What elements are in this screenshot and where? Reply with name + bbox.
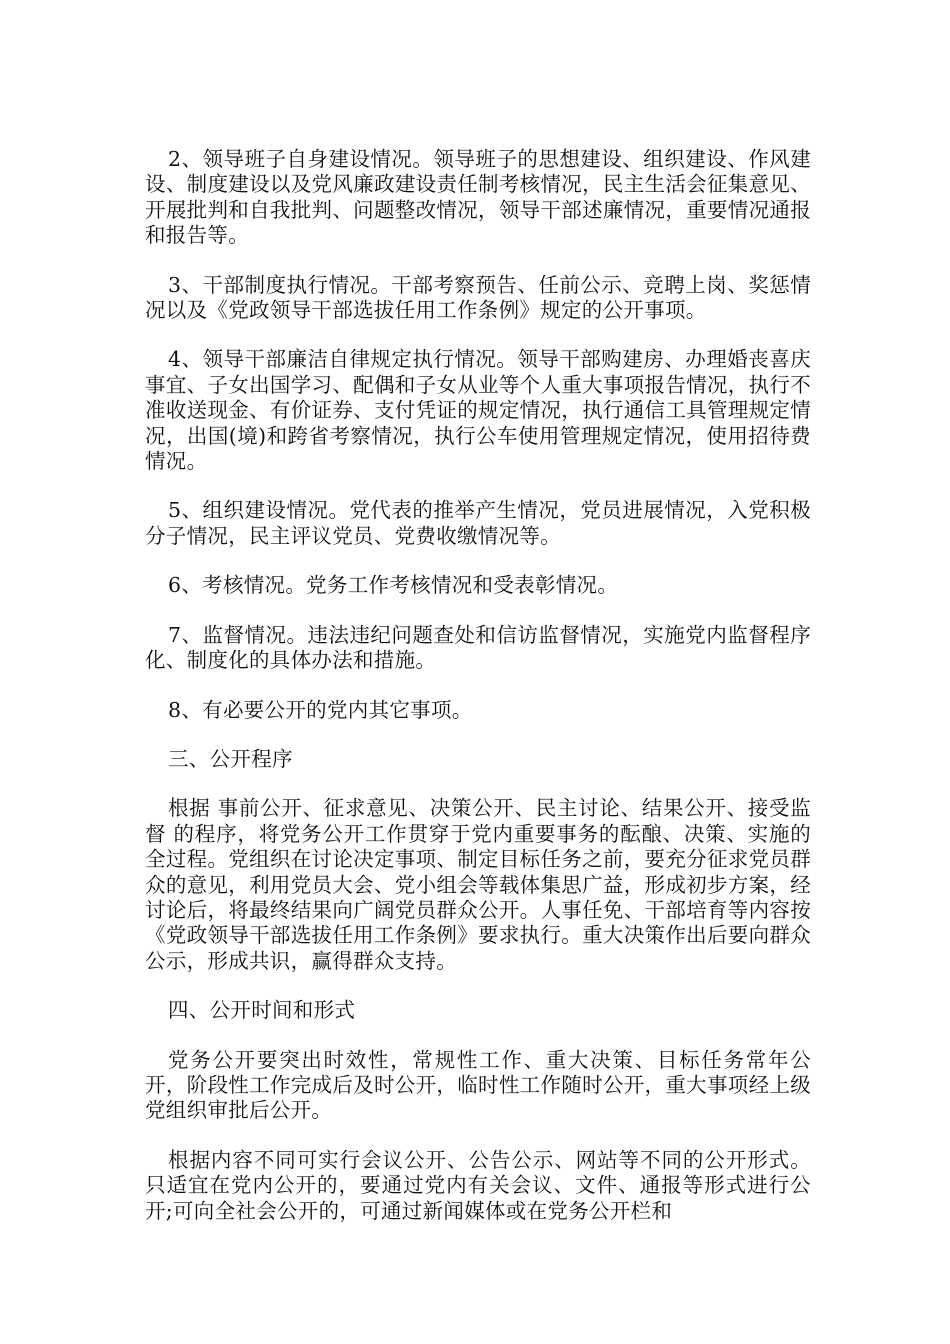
paragraph-item-5: 5、组织建设情况。党代表的推举产生情况，党员进展情况，入党积极分子情况，民主评议党员、党费收缴情况等。 <box>145 498 811 548</box>
paragraph-item-8: 8、有必要公开的党内其它事项。 <box>168 697 473 722</box>
paragraph-procedure: 根据 事前公开、征求意见、决策公开、民主讨论、结果公开、接受监督 的程序，将党务公开工作贯穿于党内重要事务的酝酿、决策、实施的全过程。党组织在讨论决定事项、制定目标任务之前，要充分征求党员群众的意见，利用党员大会、党小组会等载体集思广益，形成初步方案，经讨论后，将最终结果向广阔党员群众公开。人事任免、干部培育等内容按《党政领导干部选拔任用工作条例》要求执行。重大决策作出后要向群众公示，形成共识，赢得群众支持。 <box>145 796 811 973</box>
paragraph-timeliness: 党务公开要突出时效性，常规性工作、重大决策、目标任务常年公开，阶段性工作完成后及时公开，临时性工作随时公开，重大事项经上级党组织审批后公开。 <box>145 1047 811 1123</box>
document-page <box>145 147 811 1248</box>
paragraph-item-2: 2、领导班子自身建设情况。领导班子的思想建设、组织建设、作风建设、制度建设以及党风廉政建设责任制考核情况，民主生活会征集意见、开展批判和自我批判、问题整改情况，领导干部述廉情况，重要情况通报和报告等。 <box>145 147 811 248</box>
paragraph-item-6: 6、考核情况。党务工作考核情况和受表彰情况。 <box>168 573 619 598</box>
paragraph-item-3: 3、干部制度执行情况。干部考察预告、任前公示、竞聘上岗、奖惩情况以及《党政领导干部选拔任用工作条例》规定的公开事项。 <box>145 272 811 323</box>
paragraph-item-4: 4、领导干部廉洁自律规定执行情况。领导干部购建房、办理婚丧喜庆事宜、子女出国学习、配偶和子女从业等个人重大事项报告情况，执行不准收送现金、有价证券、支付凭证的规定情况，执行通信工具管理规定情况，出国(境)和跨省考察情况，执行公车使用管理规定情况，使用招待费情况。 <box>145 347 811 474</box>
paragraph-item-7: 7、监督情况。违法违纪问题查处和信访监督情况，实施党内监督程序化、制度化的具体办法和措施。 <box>145 622 811 673</box>
paragraph-forms: 根据内容不同可实行会议公开、公告公示、网站等不同的公开形式。只适宜在党内公开的，要通过党内有关会议、文件、通报等形式进行公开;可向全社会公开的，可通过新闻媒体或在党务公开栏和 <box>145 1147 811 1223</box>
section-heading-time-form: 四、公开时间和形式 <box>168 998 356 1023</box>
section-heading-procedure: 三、公开程序 <box>168 746 293 771</box>
